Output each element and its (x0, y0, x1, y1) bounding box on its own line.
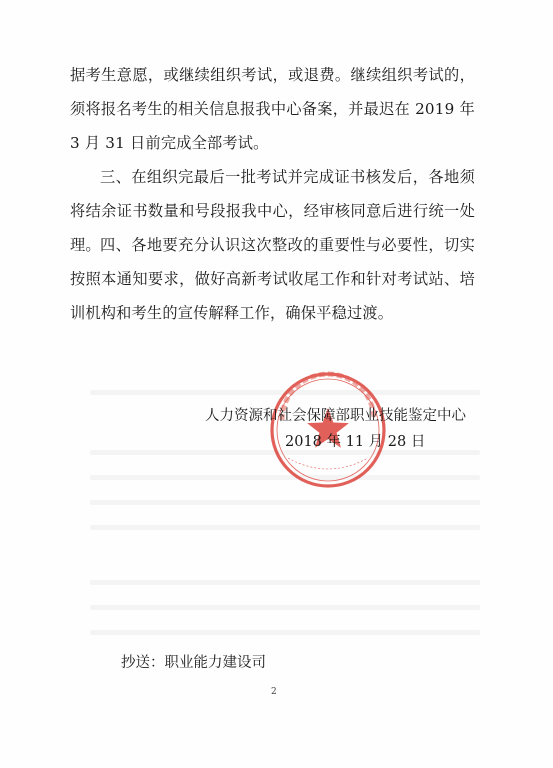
bleed-through-line (90, 580, 480, 585)
bleed-through-line (90, 500, 480, 505)
paragraph-continuation: 据考生意愿，或继续组织考试，或退费。继续组织考试的，须将报名考生的相关信息报我中心备案，并最迟在 2019 年 3 月 31 日前完成全部考试。 (70, 66, 475, 152)
signature-organization: 人力资源和社会保障部职业技能鉴定中心 (205, 408, 466, 424)
cc-line: 抄送：职业能力建设司 (121, 655, 266, 671)
signature-date: 2018 年 11 月 28 日 (285, 434, 426, 450)
paragraph-item-four: 四、各地要充分认识这次整改的重要性与必要性，切实按照本通知要求，做好高新考试收尾工作和针对考试站、培训机构和考生的宣传解释工作，确保平稳过渡。 (70, 236, 475, 322)
bleed-through-line (90, 630, 480, 635)
bleed-through-line (90, 525, 480, 530)
bleed-through-line (90, 605, 480, 610)
page-number: 2 (271, 687, 277, 697)
paragraph-item-three: 三、在组织完最后一批考试并完成证书核发后，各地须将结余证书数量和号段报我中心，经审核同意后进行统一处理。 (70, 168, 475, 254)
